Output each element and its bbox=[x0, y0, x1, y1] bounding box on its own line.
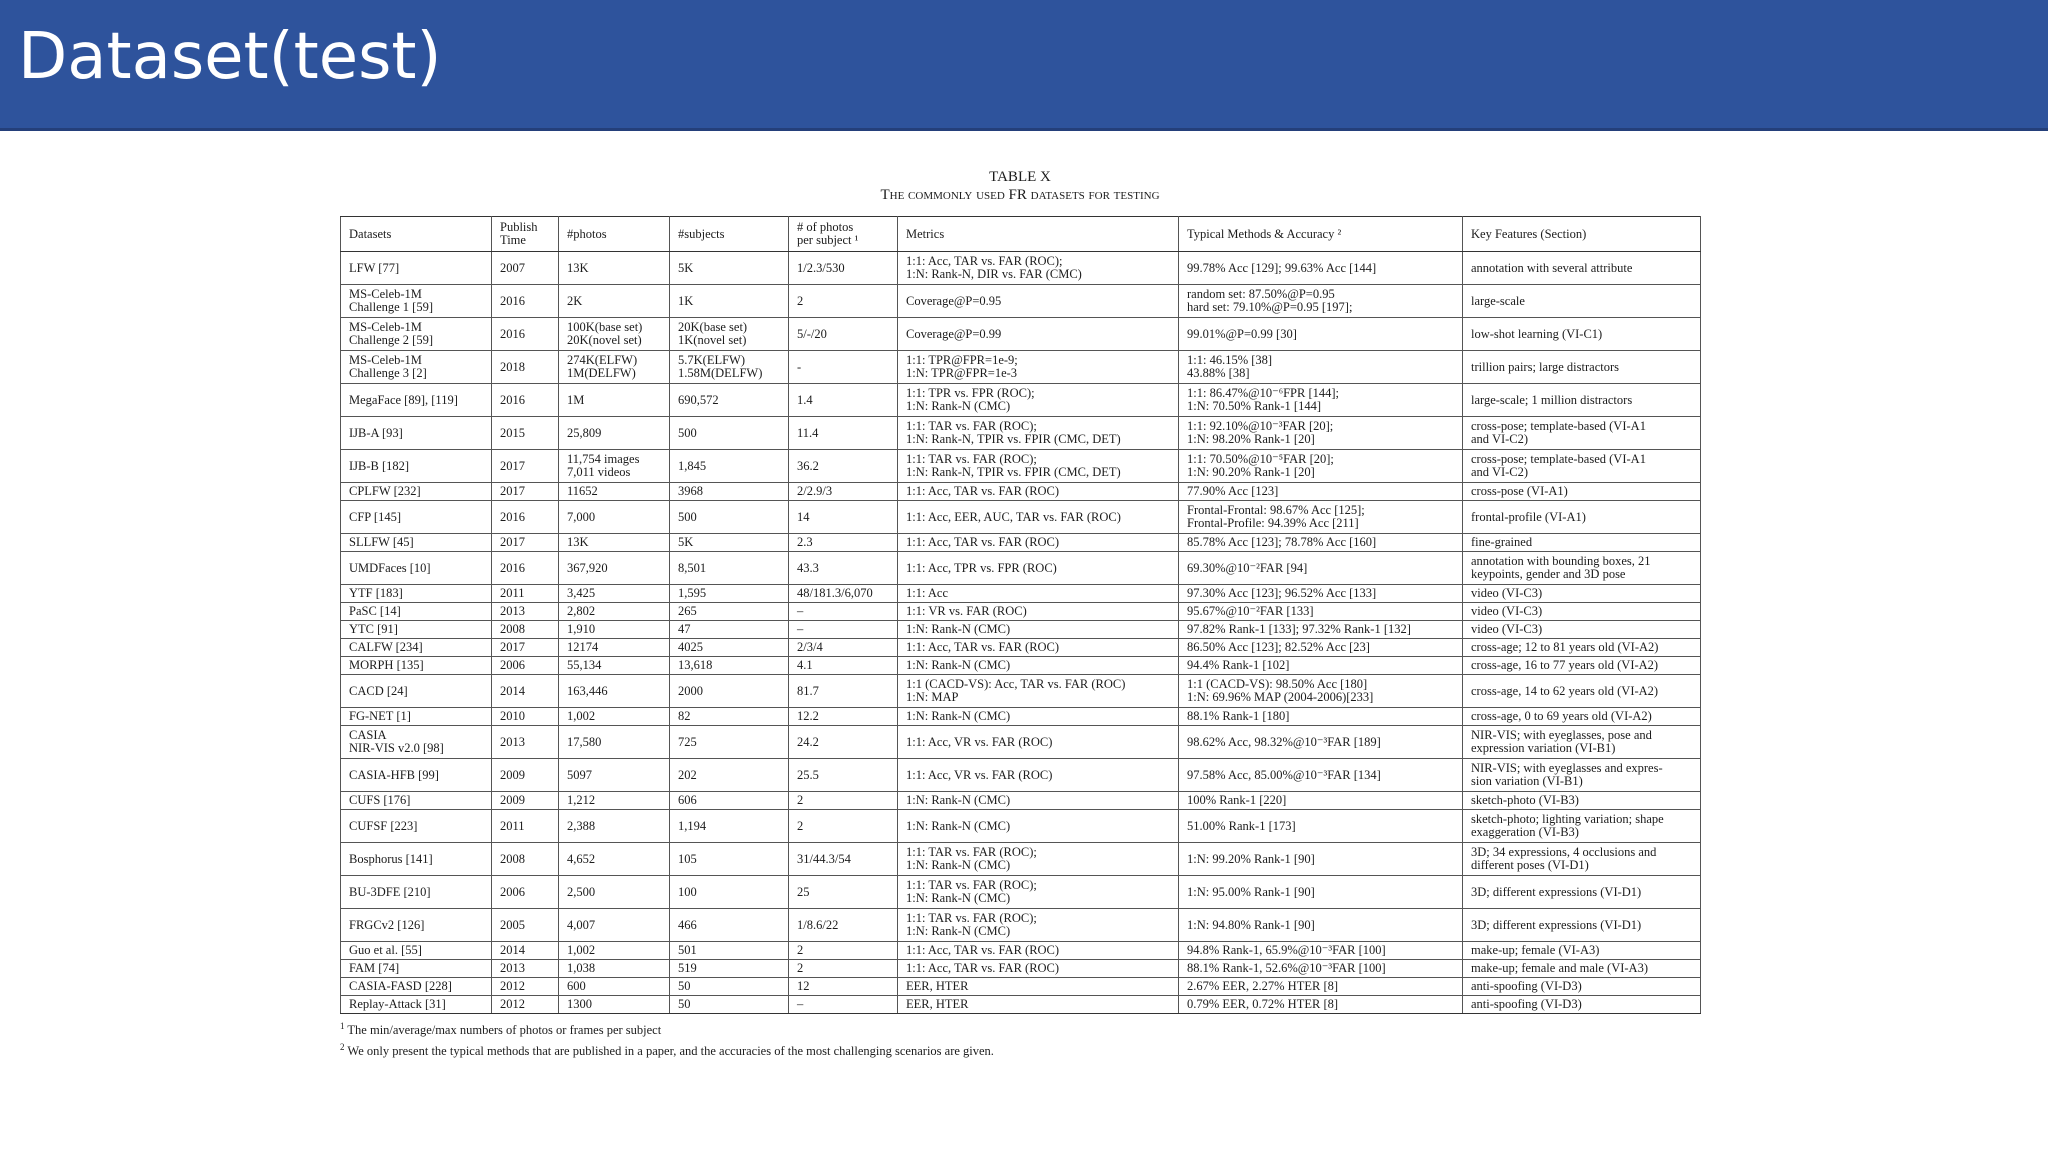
table-cell: 85.78% Acc [123]; 78.78% Acc [160] bbox=[1179, 534, 1463, 552]
table-row bbox=[341, 960, 1701, 978]
table-cell: FAM [74] bbox=[341, 960, 492, 978]
table-row bbox=[341, 621, 1701, 639]
table-cell: 1,194 bbox=[670, 810, 789, 843]
table-cell: FG-NET [1] bbox=[341, 708, 492, 726]
table-cell: YTF [183] bbox=[341, 585, 492, 603]
table-cell: 519 bbox=[670, 960, 789, 978]
table-row bbox=[341, 501, 1701, 534]
table-row bbox=[341, 639, 1701, 657]
table-cell: 12.2 bbox=[789, 708, 898, 726]
table-cell: cross-age, 14 to 62 years old (VI-A2) bbox=[1463, 675, 1701, 708]
table-cell: 2014 bbox=[492, 942, 559, 960]
table-cell: trillion pairs; large distractors bbox=[1463, 351, 1701, 384]
table-cell: cross-pose; template-based (VI-A1 and VI-C2) bbox=[1463, 450, 1701, 483]
table-cell: 2 bbox=[789, 810, 898, 843]
table-cell: 2012 bbox=[492, 978, 559, 996]
table-cell: cross-pose (VI-A1) bbox=[1463, 483, 1701, 501]
table-cell: 1:1: Acc, VR vs. FAR (ROC) bbox=[898, 759, 1179, 792]
table-cell: 2014 bbox=[492, 675, 559, 708]
table-cell: 2005 bbox=[492, 909, 559, 942]
table-cell: 69.30%@10⁻²FAR [94] bbox=[1179, 552, 1463, 585]
table-cell: 0.79% EER, 0.72% HTER [8] bbox=[1179, 996, 1463, 1014]
table-row bbox=[341, 996, 1701, 1014]
table-cell: 606 bbox=[670, 792, 789, 810]
table-cell: 47 bbox=[670, 621, 789, 639]
table-cell: Guo et al. [55] bbox=[341, 942, 492, 960]
table-cell: 25 bbox=[789, 876, 898, 909]
table-cell: 7,000 bbox=[559, 501, 670, 534]
table-cell: – bbox=[789, 996, 898, 1014]
table-cell: 1:1: Acc, TAR vs. FAR (ROC) bbox=[898, 483, 1179, 501]
column-header: Datasets bbox=[341, 217, 492, 252]
table-cell: 2010 bbox=[492, 708, 559, 726]
table-cell: YTC [91] bbox=[341, 621, 492, 639]
table-cell: SLLFW [45] bbox=[341, 534, 492, 552]
footnote-2: $^2$ We only present the typical methods that are published in a paper, and the accuracies of the most challenging scenarios are given. bbox=[340, 1042, 994, 1059]
table-cell: make-up; female and male (VI-A3) bbox=[1463, 960, 1701, 978]
table-cell: 2006 bbox=[492, 657, 559, 675]
table-cell: 1:1: 70.50%@10⁻⁵FAR [20]; 1:N: 90.20% Rank-1 [20] bbox=[1179, 450, 1463, 483]
table-cell: 94.8% Rank-1, 65.9%@10⁻³FAR [100] bbox=[1179, 942, 1463, 960]
table-row bbox=[341, 792, 1701, 810]
table-cell: sketch-photo (VI-B3) bbox=[1463, 792, 1701, 810]
table-cell: CACD [24] bbox=[341, 675, 492, 708]
table-cell: MS-Celeb-1M Challenge 3 [2] bbox=[341, 351, 492, 384]
table-cell: 2,802 bbox=[559, 603, 670, 621]
table-cell: 4,007 bbox=[559, 909, 670, 942]
table-cell: 1:1: TAR vs. FAR (ROC); 1:N: Rank-N, TPIR vs. FPIR (CMC, DET) bbox=[898, 450, 1179, 483]
table-cell: Bosphorus [141] bbox=[341, 843, 492, 876]
table-cell: 2016 bbox=[492, 501, 559, 534]
table-cell: 1.4 bbox=[789, 384, 898, 417]
table-cell: 4,652 bbox=[559, 843, 670, 876]
table-cell: 1:N: Rank-N (CMC) bbox=[898, 708, 1179, 726]
table-cell: 1,595 bbox=[670, 585, 789, 603]
table-cell: cross-age, 16 to 77 years old (VI-A2) bbox=[1463, 657, 1701, 675]
table-cell: 1:1: Acc, TAR vs. FAR (ROC) bbox=[898, 942, 1179, 960]
table-cell: random set: 87.50%@P=0.95 hard set: 79.10%@P=0.95 [197]; bbox=[1179, 285, 1463, 318]
table-cell: 1:1: Acc, TAR vs. FAR (ROC) bbox=[898, 639, 1179, 657]
table-cell: – bbox=[789, 603, 898, 621]
table-cell: 100K(base set) 20K(novel set) bbox=[559, 318, 670, 351]
table-cell: 100 bbox=[670, 876, 789, 909]
table-cell: FRGCv2 [126] bbox=[341, 909, 492, 942]
table-cell: 274K(ELFW) 1M(DELFW) bbox=[559, 351, 670, 384]
table-cell: 1:1: Acc, TAR vs. FAR (ROC) bbox=[898, 534, 1179, 552]
table-cell: 5K bbox=[670, 534, 789, 552]
table-cell: 2009 bbox=[492, 759, 559, 792]
table-cell: 82 bbox=[670, 708, 789, 726]
table-row bbox=[341, 942, 1701, 960]
table-cell: 2008 bbox=[492, 843, 559, 876]
table-cell: 1:1: VR vs. FAR (ROC) bbox=[898, 603, 1179, 621]
table-row bbox=[341, 483, 1701, 501]
table-cell: 3D; different expressions (VI-D1) bbox=[1463, 876, 1701, 909]
table-cell: 2.3 bbox=[789, 534, 898, 552]
table-cell: large-scale; 1 million distractors bbox=[1463, 384, 1701, 417]
column-header: Key Features (Section) bbox=[1463, 217, 1701, 252]
table-cell: 3D; 34 expressions, 4 occlusions and different poses (VI-D1) bbox=[1463, 843, 1701, 876]
table-caption bbox=[340, 168, 1700, 204]
table-cell: 2007 bbox=[492, 252, 559, 285]
table-cell: CFP [145] bbox=[341, 501, 492, 534]
table-cell: 202 bbox=[670, 759, 789, 792]
table-cell: 48/181.3/6,070 bbox=[789, 585, 898, 603]
table-cell: frontal-profile (VI-A1) bbox=[1463, 501, 1701, 534]
table-cell: 265 bbox=[670, 603, 789, 621]
table-cell: MS-Celeb-1M Challenge 1 [59] bbox=[341, 285, 492, 318]
table-cell: UMDFaces [10] bbox=[341, 552, 492, 585]
table-cell: 99.78% Acc [129]; 99.63% Acc [144] bbox=[1179, 252, 1463, 285]
table-cell: 2/2.9/3 bbox=[789, 483, 898, 501]
table-cell: 1:1: TAR vs. FAR (ROC); 1:N: Rank-N, TPIR vs. FPIR (CMC, DET) bbox=[898, 417, 1179, 450]
table-cell: video (VI-C3) bbox=[1463, 621, 1701, 639]
table-cell: 50 bbox=[670, 996, 789, 1014]
table-cell: Coverage@P=0.99 bbox=[898, 318, 1179, 351]
table-cell: MORPH [135] bbox=[341, 657, 492, 675]
table-cell: 2000 bbox=[670, 675, 789, 708]
table-cell: 1:1: TAR vs. FAR (ROC); 1:N: Rank-N (CMC) bbox=[898, 843, 1179, 876]
table-cell: 98.62% Acc, 98.32%@10⁻³FAR [189] bbox=[1179, 726, 1463, 759]
table-cell: video (VI-C3) bbox=[1463, 585, 1701, 603]
table-row bbox=[341, 876, 1701, 909]
table-cell: 1:1: Acc, VR vs. FAR (ROC) bbox=[898, 726, 1179, 759]
table-cell: cross-pose; template-based (VI-A1 and VI-C2) bbox=[1463, 417, 1701, 450]
table-cell: 2013 bbox=[492, 603, 559, 621]
table-cell: 1:1: 46.15% [38] 43.88% [38] bbox=[1179, 351, 1463, 384]
table-cell: 2011 bbox=[492, 810, 559, 843]
table-cell: 500 bbox=[670, 417, 789, 450]
table-cell: IJB-A [93] bbox=[341, 417, 492, 450]
table-cell: 2.67% EER, 2.27% HTER [8] bbox=[1179, 978, 1463, 996]
table-cell: – bbox=[789, 621, 898, 639]
table-cell: 25,809 bbox=[559, 417, 670, 450]
paper-table-figure bbox=[340, 168, 1700, 1060]
table-cell: large-scale bbox=[1463, 285, 1701, 318]
table-row bbox=[341, 318, 1701, 351]
table-row bbox=[341, 552, 1701, 585]
table-cell: 1:1: Acc bbox=[898, 585, 1179, 603]
table-cell: 163,446 bbox=[559, 675, 670, 708]
table-cell: 5K bbox=[670, 252, 789, 285]
table-cell: 99.01%@P=0.99 [30] bbox=[1179, 318, 1463, 351]
table-cell: 8,501 bbox=[670, 552, 789, 585]
table-cell: annotation with bounding boxes, 21 keypoints, gender and 3D pose bbox=[1463, 552, 1701, 585]
table-cell: NIR-VIS; with eyeglasses, pose and expression variation (VI-B1) bbox=[1463, 726, 1701, 759]
table-cell: 36.2 bbox=[789, 450, 898, 483]
table-cell: 1:1: TPR vs. FPR (ROC); 1:N: Rank-N (CMC) bbox=[898, 384, 1179, 417]
table-row bbox=[341, 708, 1701, 726]
column-header: Typical Methods & Accuracy ² bbox=[1179, 217, 1463, 252]
table-cell: 13K bbox=[559, 252, 670, 285]
table-cell: 1:1 (CACD-VS): Acc, TAR vs. FAR (ROC) 1:N: MAP bbox=[898, 675, 1179, 708]
table-row bbox=[341, 810, 1701, 843]
table-cell: EER, HTER bbox=[898, 996, 1179, 1014]
table-row bbox=[341, 534, 1701, 552]
table-cell: 2006 bbox=[492, 876, 559, 909]
table-cell: 2K bbox=[559, 285, 670, 318]
table-cell: 1:1: Acc, EER, AUC, TAR vs. FAR (ROC) bbox=[898, 501, 1179, 534]
table-cell: 3,425 bbox=[559, 585, 670, 603]
table-cell: 11,754 images 7,011 videos bbox=[559, 450, 670, 483]
table-cell: 2013 bbox=[492, 960, 559, 978]
table-cell: MegaFace [89], [119] bbox=[341, 384, 492, 417]
table-body bbox=[341, 252, 1701, 1014]
table-cell: 1:N: Rank-N (CMC) bbox=[898, 810, 1179, 843]
table-cell: 11.4 bbox=[789, 417, 898, 450]
column-header: Publish Time bbox=[492, 217, 559, 252]
table-cell: 1,002 bbox=[559, 942, 670, 960]
slide-header bbox=[0, 0, 2048, 131]
table-cell: 2,388 bbox=[559, 810, 670, 843]
table-cell: 1:1: TPR@FPR=1e-9; 1:N: TPR@FPR=1e-3 bbox=[898, 351, 1179, 384]
table-cell: 2011 bbox=[492, 585, 559, 603]
table-cell: 725 bbox=[670, 726, 789, 759]
table-cell: 1300 bbox=[559, 996, 670, 1014]
table-cell: NIR-VIS; with eyeglasses and expres- sion variation (VI-B1) bbox=[1463, 759, 1701, 792]
table-cell: PaSC [14] bbox=[341, 603, 492, 621]
table-cell: 1:N: Rank-N (CMC) bbox=[898, 621, 1179, 639]
table-cell: Frontal-Frontal: 98.67% Acc [125]; Frontal-Profile: 94.39% Acc [211] bbox=[1179, 501, 1463, 534]
fr-datasets-table bbox=[340, 216, 1701, 1014]
table-row bbox=[341, 675, 1701, 708]
table-cell: 17,580 bbox=[559, 726, 670, 759]
table-row bbox=[341, 759, 1701, 792]
table-cell: - bbox=[789, 351, 898, 384]
table-cell: 690,572 bbox=[670, 384, 789, 417]
slide-title: Dataset(test) bbox=[18, 20, 442, 94]
table-cell: 2009 bbox=[492, 792, 559, 810]
table-cell: 14 bbox=[789, 501, 898, 534]
table-cell: 94.4% Rank-1 [102] bbox=[1179, 657, 1463, 675]
table-cell: 3D; different expressions (VI-D1) bbox=[1463, 909, 1701, 942]
table-cell: 466 bbox=[670, 909, 789, 942]
table-cell: 2008 bbox=[492, 621, 559, 639]
table-row bbox=[341, 843, 1701, 876]
table-footnotes bbox=[340, 1018, 1700, 1060]
column-header: #subjects bbox=[670, 217, 789, 252]
table-cell: 2017 bbox=[492, 483, 559, 501]
table-cell: 2016 bbox=[492, 384, 559, 417]
table-cell: 25.5 bbox=[789, 759, 898, 792]
table-cell: 2,500 bbox=[559, 876, 670, 909]
table-cell: 1:1: Acc, TPR vs. FPR (ROC) bbox=[898, 552, 1179, 585]
table-cell: 4025 bbox=[670, 639, 789, 657]
table-cell: Coverage@P=0.95 bbox=[898, 285, 1179, 318]
table-cell: 105 bbox=[670, 843, 789, 876]
table-cell: 2 bbox=[789, 285, 898, 318]
table-cell: 43.3 bbox=[789, 552, 898, 585]
table-cell: 12174 bbox=[559, 639, 670, 657]
table-cell: 2015 bbox=[492, 417, 559, 450]
table-cell: 1,910 bbox=[559, 621, 670, 639]
table-cell: 2017 bbox=[492, 534, 559, 552]
footnote-1: $^1$ The min/average/max numbers of photos or frames per subject bbox=[340, 1021, 662, 1038]
table-cell: 1,002 bbox=[559, 708, 670, 726]
table-cell: video (VI-C3) bbox=[1463, 603, 1701, 621]
table-cell: 1/8.6/22 bbox=[789, 909, 898, 942]
table-row bbox=[341, 585, 1701, 603]
table-cell: 1:N: Rank-N (CMC) bbox=[898, 792, 1179, 810]
table-cell: sketch-photo; lighting variation; shape exaggeration (VI-B3) bbox=[1463, 810, 1701, 843]
table-cell: CALFW [234] bbox=[341, 639, 492, 657]
table-cell: 500 bbox=[670, 501, 789, 534]
table-cell: 5.7K(ELFW) 1.58M(DELFW) bbox=[670, 351, 789, 384]
table-cell: CASIA-HFB [99] bbox=[341, 759, 492, 792]
table-cell: 12 bbox=[789, 978, 898, 996]
table-cell: 2 bbox=[789, 942, 898, 960]
table-cell: 2017 bbox=[492, 639, 559, 657]
table-cell: 1/2.3/530 bbox=[789, 252, 898, 285]
table-cell: annotation with several attribute bbox=[1463, 252, 1701, 285]
table-cell: 24.2 bbox=[789, 726, 898, 759]
table-cell: 4.1 bbox=[789, 657, 898, 675]
table-row bbox=[341, 978, 1701, 996]
table-cell: make-up; female (VI-A3) bbox=[1463, 942, 1701, 960]
table-cell: CPLFW [232] bbox=[341, 483, 492, 501]
table-cell: 2016 bbox=[492, 285, 559, 318]
table-cell: 1,845 bbox=[670, 450, 789, 483]
table-cell: 2013 bbox=[492, 726, 559, 759]
table-cell: 1:1: Acc, TAR vs. FAR (ROC); 1:N: Rank-N, DIR vs. FAR (CMC) bbox=[898, 252, 1179, 285]
table-cell: 5097 bbox=[559, 759, 670, 792]
table-cell: 1:1: Acc, TAR vs. FAR (ROC) bbox=[898, 960, 1179, 978]
table-row bbox=[341, 285, 1701, 318]
table-cell: 51.00% Rank-1 [173] bbox=[1179, 810, 1463, 843]
table-cell: 2018 bbox=[492, 351, 559, 384]
table-cell: 97.58% Acc, 85.00%@10⁻³FAR [134] bbox=[1179, 759, 1463, 792]
table-row bbox=[341, 726, 1701, 759]
table-cell: 1:N: Rank-N (CMC) bbox=[898, 657, 1179, 675]
table-cell: 3968 bbox=[670, 483, 789, 501]
table-cell: 1K bbox=[670, 285, 789, 318]
table-subtitle: The commonly used FR datasets for testing bbox=[880, 187, 1160, 203]
table-number: TABLE X bbox=[989, 169, 1051, 185]
table-cell: 81.7 bbox=[789, 675, 898, 708]
table-cell: 2/3/4 bbox=[789, 639, 898, 657]
table-cell: 13,618 bbox=[670, 657, 789, 675]
table-cell: 1:N: 99.20% Rank-1 [90] bbox=[1179, 843, 1463, 876]
table-cell: 1:N: 95.00% Rank-1 [90] bbox=[1179, 876, 1463, 909]
table-cell: 95.67%@10⁻²FAR [133] bbox=[1179, 603, 1463, 621]
table-cell: 1:1: 86.47%@10⁻⁶FPR [144]; 1:N: 70.50% Rank-1 [144] bbox=[1179, 384, 1463, 417]
table-cell: 50 bbox=[670, 978, 789, 996]
table-cell: 2 bbox=[789, 960, 898, 978]
table-cell: 88.1% Rank-1 [180] bbox=[1179, 708, 1463, 726]
table-cell: 501 bbox=[670, 942, 789, 960]
table-row bbox=[341, 252, 1701, 285]
table-cell: 31/44.3/54 bbox=[789, 843, 898, 876]
table-cell: 600 bbox=[559, 978, 670, 996]
table-row bbox=[341, 384, 1701, 417]
column-header: # of photos per subject ¹ bbox=[789, 217, 898, 252]
table-row bbox=[341, 909, 1701, 942]
table-cell: cross-age, 0 to 69 years old (VI-A2) bbox=[1463, 708, 1701, 726]
table-cell: anti-spoofing (VI-D3) bbox=[1463, 978, 1701, 996]
table-cell: 2016 bbox=[492, 552, 559, 585]
table-cell: 100% Rank-1 [220] bbox=[1179, 792, 1463, 810]
table-cell: 1:1: 92.10%@10⁻³FAR [20]; 1:N: 98.20% Rank-1 [20] bbox=[1179, 417, 1463, 450]
table-cell: 2 bbox=[789, 792, 898, 810]
table-cell: CUFSF [223] bbox=[341, 810, 492, 843]
table-cell: 367,920 bbox=[559, 552, 670, 585]
table-cell: 5/-/20 bbox=[789, 318, 898, 351]
table-row bbox=[341, 417, 1701, 450]
table-header-row bbox=[341, 217, 1701, 252]
column-header: Metrics bbox=[898, 217, 1179, 252]
table-cell: 1:N: 94.80% Rank-1 [90] bbox=[1179, 909, 1463, 942]
table-cell: cross-age; 12 to 81 years old (VI-A2) bbox=[1463, 639, 1701, 657]
table-cell: 88.1% Rank-1, 52.6%@10⁻³FAR [100] bbox=[1179, 960, 1463, 978]
table-row bbox=[341, 351, 1701, 384]
table-cell: low-shot learning (VI-C1) bbox=[1463, 318, 1701, 351]
table-cell: 1M bbox=[559, 384, 670, 417]
table-cell: 1:1: TAR vs. FAR (ROC); 1:N: Rank-N (CMC) bbox=[898, 876, 1179, 909]
table-cell: 11652 bbox=[559, 483, 670, 501]
table-cell: 1:1: TAR vs. FAR (ROC); 1:N: Rank-N (CMC) bbox=[898, 909, 1179, 942]
table-cell: CUFS [176] bbox=[341, 792, 492, 810]
table-cell: 20K(base set) 1K(novel set) bbox=[670, 318, 789, 351]
table-cell: 1:1 (CACD-VS): 98.50% Acc [180] 1:N: 69.96% MAP (2004-2006)[233] bbox=[1179, 675, 1463, 708]
table-cell: fine-grained bbox=[1463, 534, 1701, 552]
column-header: #photos bbox=[559, 217, 670, 252]
table-cell: 1,038 bbox=[559, 960, 670, 978]
table-cell: LFW [77] bbox=[341, 252, 492, 285]
table-cell: 13K bbox=[559, 534, 670, 552]
table-cell: 1,212 bbox=[559, 792, 670, 810]
table-row bbox=[341, 657, 1701, 675]
table-cell: CASIA NIR-VIS v2.0 [98] bbox=[341, 726, 492, 759]
table-cell: 77.90% Acc [123] bbox=[1179, 483, 1463, 501]
table-cell: 2017 bbox=[492, 450, 559, 483]
table-row bbox=[341, 603, 1701, 621]
table-cell: 2016 bbox=[492, 318, 559, 351]
table-cell: Replay-Attack [31] bbox=[341, 996, 492, 1014]
table-cell: BU-3DFE [210] bbox=[341, 876, 492, 909]
table-cell: 2012 bbox=[492, 996, 559, 1014]
table-cell: EER, HTER bbox=[898, 978, 1179, 996]
table-cell: CASIA-FASD [228] bbox=[341, 978, 492, 996]
table-cell: 97.82% Rank-1 [133]; 97.32% Rank-1 [132] bbox=[1179, 621, 1463, 639]
table-cell: 97.30% Acc [123]; 96.52% Acc [133] bbox=[1179, 585, 1463, 603]
table-cell: MS-Celeb-1M Challenge 2 [59] bbox=[341, 318, 492, 351]
table-cell: anti-spoofing (VI-D3) bbox=[1463, 996, 1701, 1014]
table-row bbox=[341, 450, 1701, 483]
table-cell: 55,134 bbox=[559, 657, 670, 675]
table-cell: IJB-B [182] bbox=[341, 450, 492, 483]
table-cell: 86.50% Acc [123]; 82.52% Acc [23] bbox=[1179, 639, 1463, 657]
